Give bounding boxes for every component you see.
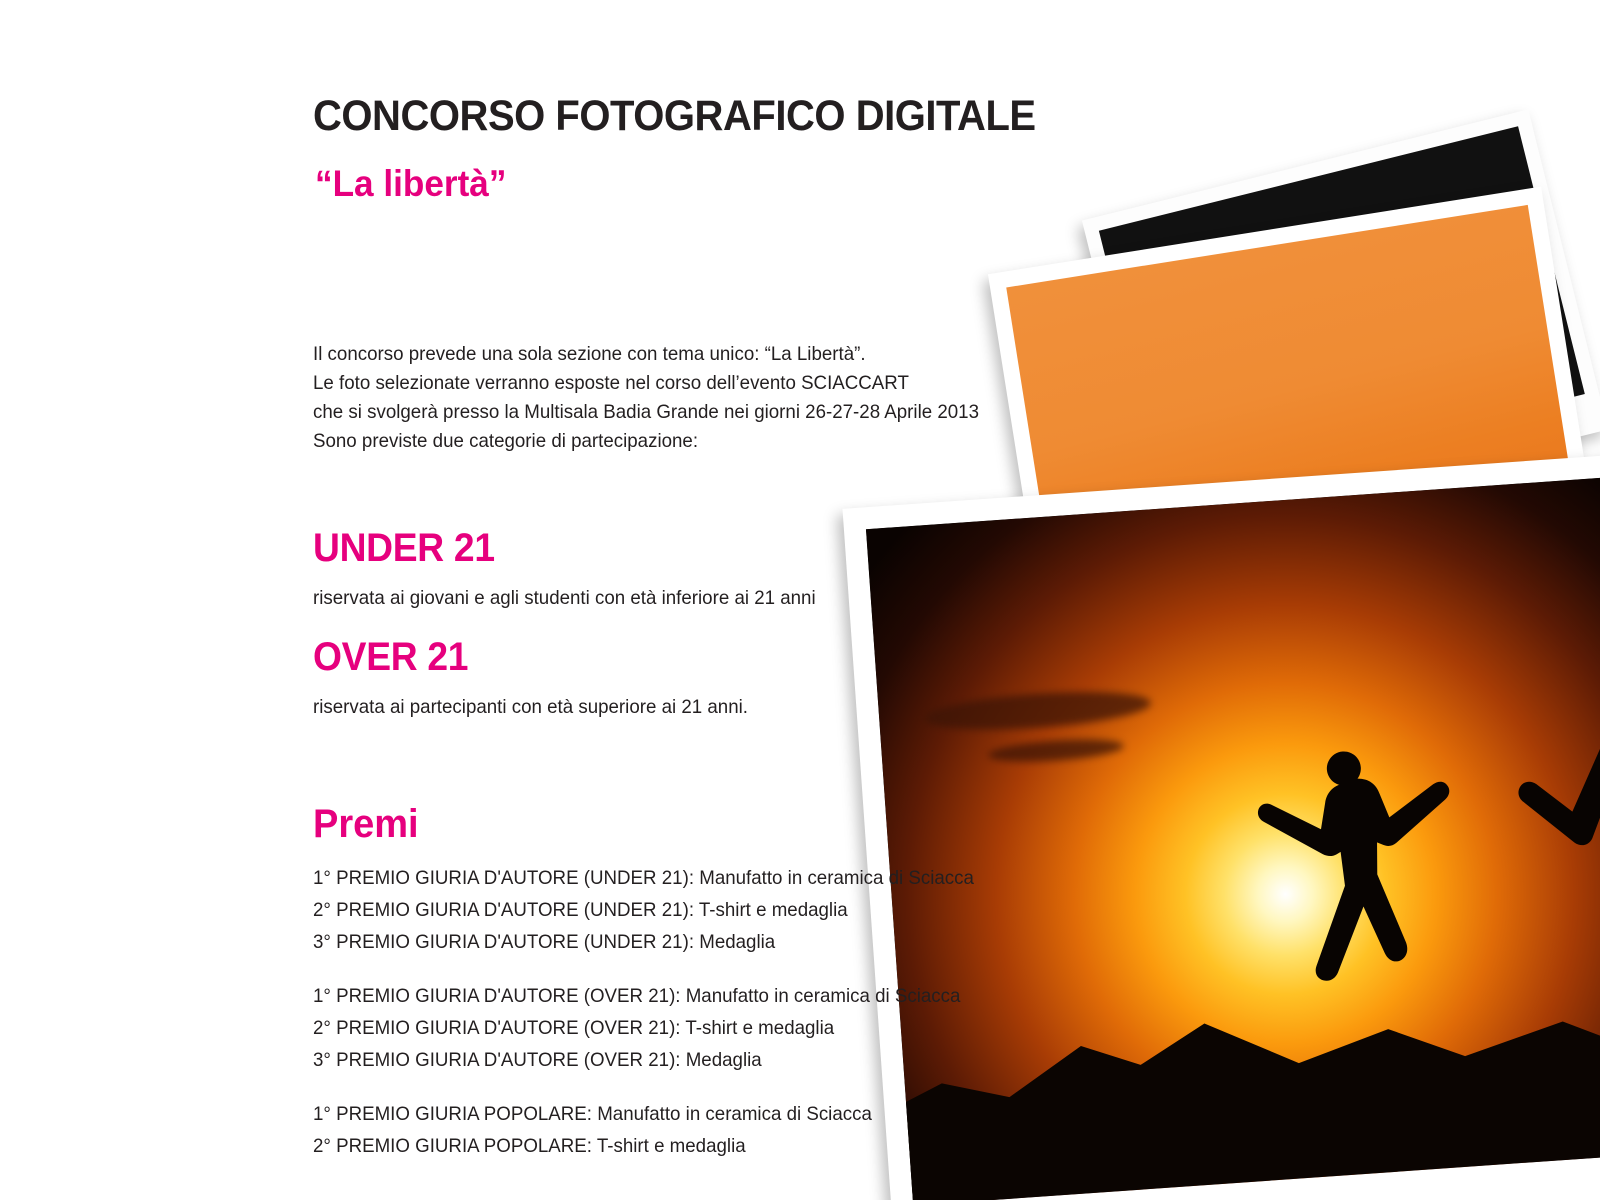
- premi-heading: Premi: [313, 802, 419, 846]
- premi-over-2: 2° PREMIO GIURIA D'AUTORE (OVER 21): T-shirt e medaglia: [313, 1017, 835, 1039]
- premi-under-2: 2° PREMIO GIURIA D'AUTORE (UNDER 21): T-shirt e medaglia: [313, 899, 848, 921]
- premi-over-1: 1° PREMIO GIURIA D'AUTORE (OVER 21): Manufatto in ceramica di Sciacca: [313, 985, 961, 1007]
- premi-spacer: [313, 958, 1062, 980]
- intro-line-1: Il concorso prevede una sola sezione con tema unico: “La Libertà”.: [313, 343, 866, 365]
- intro-line-3: che si svolgerà presso la Multisala Badia Grande nei giorni 26-27-28 Aprile 2013: [313, 401, 979, 423]
- premi-popolare-2: 2° PREMIO GIURIA POPOLARE: T-shirt e medaglia: [313, 1135, 746, 1157]
- page-title: CONCORSO FOTOGRAFICO DIGITALE: [313, 92, 1036, 140]
- premi-under-1: 1° PREMIO GIURIA D'AUTORE (UNDER 21): Manufatto in ceramica di Sciacca: [313, 867, 974, 889]
- second-person-arm-silhouette: [1503, 719, 1600, 959]
- premi-over-3: 3° PREMIO GIURIA D'AUTORE (OVER 21): Medaglia: [313, 1049, 762, 1071]
- premi-popolare-1: 1° PREMIO GIURIA POPOLARE: Manufatto in ceramica di Sciacca: [313, 1103, 872, 1125]
- premi-list: [313, 862, 1062, 1162]
- category-heading-under21: UNDER 21: [313, 526, 495, 570]
- category-description-under21: riservata ai giovani e agli studenti con età inferiore ai 21 anni: [313, 587, 816, 609]
- intro-paragraph: [313, 340, 1043, 456]
- intro-line-2: Le foto selezionate verranno esposte nel corso dell’evento SCIACCART: [313, 372, 909, 394]
- premi-under-3: 3° PREMIO GIURIA D'AUTORE (UNDER 21): Medaglia: [313, 931, 776, 953]
- page-subtitle: “La libertà”: [315, 163, 507, 204]
- jumping-person-silhouette: [1228, 704, 1478, 1019]
- category-heading-over21: OVER 21: [313, 635, 469, 679]
- category-description-over21: riservata ai partecipanti con età superiore ai 21 anni.: [313, 696, 748, 718]
- premi-spacer: [313, 1076, 1062, 1098]
- intro-line-4: Sono previste due categorie di partecipazione:: [313, 430, 699, 452]
